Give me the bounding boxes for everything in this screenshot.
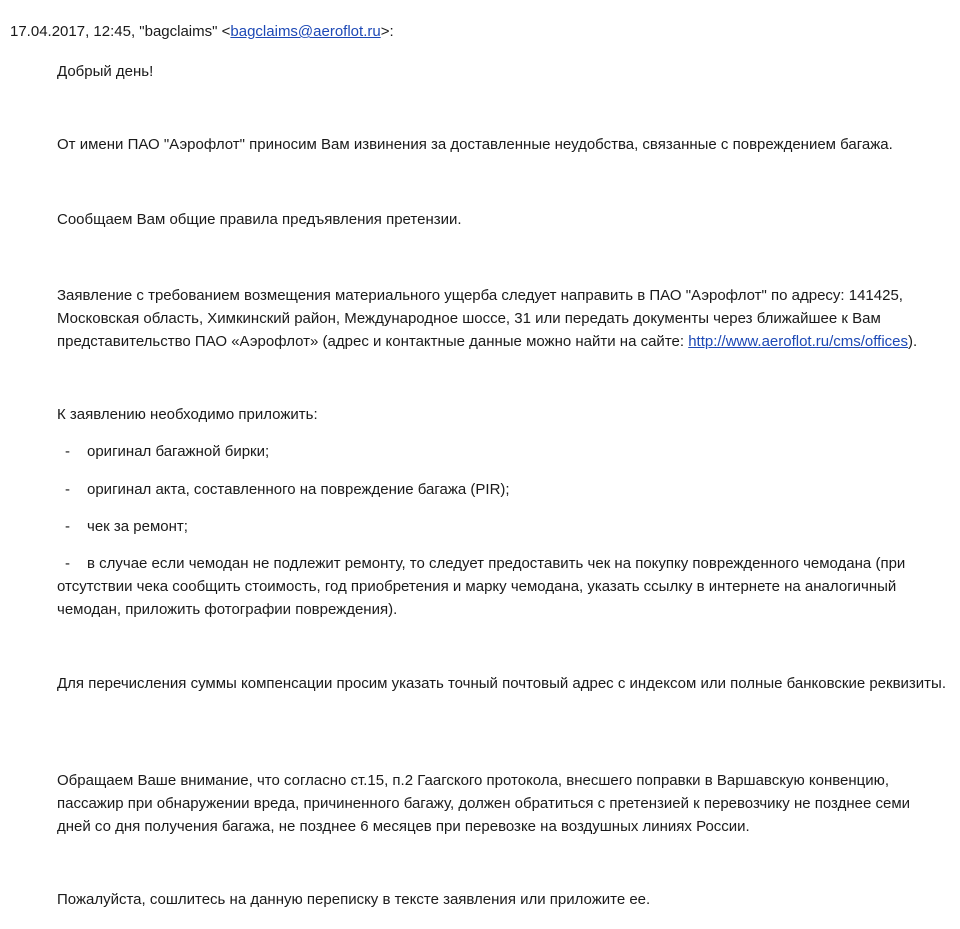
claim-text: Заявление с требованием возмещения материального ущерба следует направить в ПАО "Аэрофлот" по адресу: 141425, Московская область, Химкинский район, Международное шоссе, 31 или передать документы через ближайшее к Вам представительство ПАО «Аэрофлот» (адрес и контактные данные можно найти на сайте:: [57, 287, 903, 350]
claim-end: ).: [908, 333, 918, 350]
attachment-item: [57, 440, 947, 463]
attach-intro-paragraph: К заявлению необходимо приложить:: [57, 406, 318, 423]
offices-link[interactable]: http://www.aeroflot.ru/cms/offices: [688, 333, 909, 350]
closing-paragraph: Пожалуйста, сошлитесь на данную переписку в тексте заявления или приложите ее.: [57, 891, 651, 908]
rules-intro-paragraph: Сообщаем Вам общие правила предъявления претензии.: [57, 211, 462, 228]
apology-paragraph: От имени ПАО "Аэрофлот" приносим Вам извинения за доставленные неудобства, связанные с повреждением багажа.: [57, 136, 893, 153]
sender-name: "bagclaims": [139, 23, 218, 40]
email-header: [10, 22, 394, 42]
compensation-paragraph: Для перечисления суммы компенсации просим указать точный почтовый адрес с индексом или полные банковские реквизиты.: [57, 675, 946, 692]
claim-paragraph: [57, 284, 947, 353]
bullet-dash: -: [65, 443, 70, 460]
sender-email-link[interactable]: bagclaims@aeroflot.ru: [230, 23, 381, 40]
bullet-dash: -: [65, 481, 70, 498]
attachment-text: в случае если чемодан не подлежит ремонту, то следует предоставить чек на покупку поврежденного чемодана (при отсутствии чека сообщить стоимость, год приобретения и марку чемодана, указать ссылку в интернете на аналогичный чемодан, приложить фотографии повреждения).: [57, 555, 906, 618]
email-date: 17.04.2017, 12:45,: [10, 23, 140, 40]
sender-email-open-bracket: <: [217, 23, 231, 40]
notice-paragraph: Обращаем Ваше внимание, что согласно ст.15, п.2 Гаагского протокола, внесшего поправки в Варшавскую конвенцию, пассажир при обнаружении вреда, причиненного багажу, должен обратиться с претензией к перевозчику не позднее семи дней со дня получения багажа, не позднее 6 месяцев при перевозке на воздушных линиях России.: [57, 772, 911, 835]
greeting: Добрый день!: [57, 63, 154, 80]
attachment-item: [57, 552, 947, 621]
attachment-item: [57, 478, 947, 501]
attachment-text: чек за ремонт;: [87, 518, 188, 535]
bullet-dash: -: [65, 555, 70, 572]
attachment-text: оригинал багажной бирки;: [87, 443, 270, 460]
attachment-text: оригинал акта, составленного на повреждение багажа (PIR);: [87, 481, 510, 498]
sender-email-close-bracket: >:: [380, 23, 394, 40]
bullet-dash: -: [65, 518, 70, 535]
attachment-item: [57, 515, 947, 538]
